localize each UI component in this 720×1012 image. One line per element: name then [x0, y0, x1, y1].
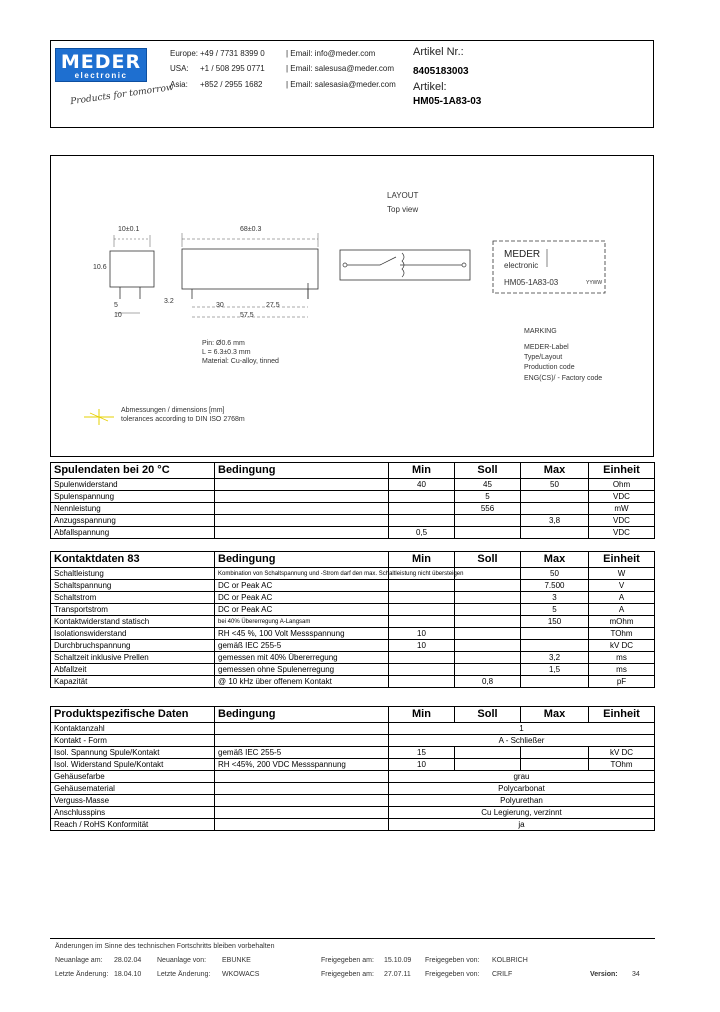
- table-row: [51, 628, 655, 640]
- contact-data-table: [50, 551, 655, 688]
- col-soll: Soll: [455, 707, 521, 723]
- footer-rel-at-label: Freigegeben am:: [321, 957, 374, 964]
- footer-new-at-label: Neuanlage am:: [55, 957, 103, 964]
- label-code: YYWW: [586, 280, 603, 286]
- col-unit: Einheit: [589, 552, 655, 568]
- condition-cell: gemäß IEC 255-5: [215, 747, 389, 759]
- soll-cell: 45: [455, 479, 521, 491]
- unit-cell: mW: [589, 503, 655, 515]
- contact-region-europe: Europe:: [170, 49, 199, 58]
- product-table-title: Produktspezifische Daten: [51, 707, 215, 723]
- condition-cell: [215, 795, 389, 807]
- unit-cell: TOhm: [589, 759, 655, 771]
- soll-cell: [455, 527, 521, 539]
- condition-cell: bei 40% Übererregung A-Langsam: [215, 616, 389, 628]
- soll-cell: [455, 616, 521, 628]
- footer-version: 34: [632, 971, 640, 978]
- value-cell: Polyurethan: [389, 795, 655, 807]
- table-row: [51, 527, 655, 539]
- table-row: [51, 616, 655, 628]
- dim-5: 5: [114, 302, 118, 309]
- marking-1: MEDER-Label: [524, 344, 569, 351]
- contact-email-europe: | Email: info@meder.com: [286, 49, 376, 58]
- slogan: Products for tomorrow: [69, 82, 175, 108]
- contact-phone-europe: +49 / 7731 8399 0: [200, 49, 265, 58]
- footer-new-at: 28.02.04: [114, 957, 142, 964]
- table-row: [51, 819, 655, 831]
- condition-cell: gemessen ohne Spulenerregung: [215, 664, 389, 676]
- col-min: Min: [389, 707, 455, 723]
- condition-cell: RH <45%, 200 VDC Messspannung: [215, 759, 389, 771]
- param-cell: Gehäusematerial: [51, 783, 215, 795]
- table-row: [51, 723, 655, 735]
- unit-cell: ms: [589, 652, 655, 664]
- marking-4: ENG(CS)/ - Factory code: [524, 375, 603, 382]
- max-cell: 7.500: [521, 580, 589, 592]
- value-cell: ja: [389, 819, 655, 831]
- table-row: [51, 491, 655, 503]
- max-cell: [521, 747, 589, 759]
- param-cell: Transportstrom: [51, 604, 215, 616]
- coil-table-title: Spulendaten bei 20 °C: [51, 463, 215, 479]
- min-cell: [389, 503, 455, 515]
- min-cell: [389, 676, 455, 688]
- unit-cell: pF: [589, 676, 655, 688]
- max-cell: [521, 491, 589, 503]
- unit-cell: Ohm: [589, 479, 655, 491]
- soll-cell: [455, 640, 521, 652]
- param-cell: Spulenspannung: [51, 491, 215, 503]
- contact-phone-asia: +852 / 2955 1682: [200, 80, 263, 89]
- min-cell: 15: [389, 747, 455, 759]
- condition-cell: [215, 819, 389, 831]
- footer-rel-by-label: Freigegeben von:: [425, 957, 480, 964]
- dim-length: 68±0.3: [240, 226, 262, 233]
- article-no-label: Artikel Nr.:: [413, 46, 464, 58]
- condition-cell: RH <45 %, 100 Volt Messspannung: [215, 628, 389, 640]
- table-row: [51, 759, 655, 771]
- footer-rel2-at-label: Freigegeben am:: [321, 971, 374, 978]
- soll-cell: 0,8: [455, 676, 521, 688]
- param-cell: Schaltleistung: [51, 568, 215, 580]
- condition-cell: [215, 783, 389, 795]
- contact-phone-usa: +1 / 508 295 0771: [200, 64, 265, 73]
- article-no-value: 8405183003: [413, 66, 469, 77]
- param-cell: Schaltspannung: [51, 580, 215, 592]
- table-row: [51, 640, 655, 652]
- article-label: Artikel:: [413, 81, 447, 93]
- marking-3: Production code: [524, 364, 575, 371]
- unit-cell: A: [589, 592, 655, 604]
- param-cell: Isol. Widerstand Spule/Kontakt: [51, 759, 215, 771]
- condition-cell: [215, 735, 389, 747]
- unit-cell: mOhm: [589, 616, 655, 628]
- condition-cell: DC or Peak AC: [215, 604, 389, 616]
- footer-last-at-label: Letzte Änderung:: [55, 971, 109, 978]
- min-cell: [389, 652, 455, 664]
- soll-cell: [455, 515, 521, 527]
- min-cell: 10: [389, 759, 455, 771]
- footer-rel2-at: 27.07.11: [384, 971, 411, 978]
- col-condition: Bedingung: [215, 707, 389, 723]
- soll-cell: 556: [455, 503, 521, 515]
- min-cell: [389, 580, 455, 592]
- min-cell: [389, 515, 455, 527]
- dims-note-2: tolerances according to DIN ISO 2768m: [121, 416, 245, 423]
- col-min: Min: [389, 552, 455, 568]
- param-cell: Gehäusefarbe: [51, 771, 215, 783]
- col-condition: Bedingung: [215, 552, 389, 568]
- param-cell: Verguss-Masse: [51, 795, 215, 807]
- footer-last-by-label: Letzte Änderung:: [157, 971, 211, 978]
- soll-cell: [455, 580, 521, 592]
- condition-cell: DC or Peak AC: [215, 592, 389, 604]
- dim-10: 10: [114, 312, 122, 319]
- param-cell: Abfallspannung: [51, 527, 215, 539]
- unit-cell: VDC: [589, 515, 655, 527]
- dim-side: 3.2: [164, 298, 174, 305]
- footer-new-by-label: Neuanlage von:: [157, 957, 207, 964]
- article-value: HM05-1A83-03: [413, 96, 482, 107]
- max-cell: [521, 503, 589, 515]
- table-row: [51, 771, 655, 783]
- relay-top-view: [182, 249, 318, 289]
- table-row: [51, 479, 655, 491]
- table-row: [51, 503, 655, 515]
- col-max: Max: [521, 552, 589, 568]
- pin-note-2: L = 6.3±0.3 mm: [202, 349, 251, 356]
- param-cell: Kapazität: [51, 676, 215, 688]
- soll-cell: [455, 604, 521, 616]
- condition-cell: [215, 491, 389, 503]
- min-cell: [389, 491, 455, 503]
- footer-new-by: EBUNKE: [222, 957, 251, 964]
- footer-last-by: WKOWACS: [222, 971, 260, 978]
- min-cell: [389, 664, 455, 676]
- max-cell: [521, 676, 589, 688]
- unit-cell: kV DC: [589, 640, 655, 652]
- contact-region-asia: Asia:: [170, 80, 188, 89]
- max-cell: [521, 759, 589, 771]
- table-row: [51, 568, 655, 580]
- param-cell: Kontaktwiderstand statisch: [51, 616, 215, 628]
- table-row: [51, 664, 655, 676]
- soll-cell: [455, 759, 521, 771]
- unit-cell: V: [589, 580, 655, 592]
- dims-note-1: Abmessungen / dimensions [mm]: [121, 407, 225, 414]
- table-row: [51, 515, 655, 527]
- table-row: [51, 747, 655, 759]
- col-soll: Soll: [455, 463, 521, 479]
- col-min: Min: [389, 463, 455, 479]
- dim-height: 10.6: [93, 264, 107, 271]
- soll-cell: 5: [455, 491, 521, 503]
- soll-cell: [455, 652, 521, 664]
- max-cell: 5: [521, 604, 589, 616]
- min-cell: [389, 616, 455, 628]
- param-cell: Kontaktanzahl: [51, 723, 215, 735]
- logo-main-text: MEDER: [60, 51, 142, 73]
- condition-cell: gemessen mit 40% Übererregung: [215, 652, 389, 664]
- value-cell: Polycarbonat: [389, 783, 655, 795]
- param-cell: Abfallzeit: [51, 664, 215, 676]
- value-cell: A - Schließer: [389, 735, 655, 747]
- soll-cell: [455, 592, 521, 604]
- soll-cell: [455, 628, 521, 640]
- param-cell: Durchbruchspannung: [51, 640, 215, 652]
- param-cell: Isolationswiderstand: [51, 628, 215, 640]
- pin-note-3: Material: Cu-alloy, tinned: [202, 358, 279, 365]
- unit-cell: A: [589, 604, 655, 616]
- max-cell: 50: [521, 568, 589, 580]
- footer-version-label: Version:: [590, 971, 618, 978]
- soll-cell: [455, 568, 521, 580]
- condition-cell: [215, 771, 389, 783]
- layout-subtitle: Top view: [387, 205, 419, 214]
- footer-rel-at: 15.10.09: [384, 957, 412, 964]
- table-row: [51, 652, 655, 664]
- unit-cell: VDC: [589, 491, 655, 503]
- footer-rel2-by-label: Freigegeben von:: [425, 971, 480, 978]
- table-row: [51, 735, 655, 747]
- param-cell: Anzugsspannung: [51, 515, 215, 527]
- condition-cell: [215, 515, 389, 527]
- contact-region-usa: USA:: [170, 64, 189, 73]
- coil-data-table: [50, 462, 655, 539]
- dim-30: 30: [216, 302, 224, 309]
- table-row: [51, 676, 655, 688]
- col-unit: Einheit: [589, 463, 655, 479]
- contact-email-usa: | Email: salesusa@meder.com: [286, 64, 395, 73]
- condition-cell: @ 10 kHz über offenem Kontakt: [215, 676, 389, 688]
- param-cell: Spulenwiderstand: [51, 479, 215, 491]
- marking-2: Type/Layout: [524, 354, 563, 361]
- param-cell: Kontakt - Form: [51, 735, 215, 747]
- contact-table-title: Kontaktdaten 83: [51, 552, 215, 568]
- max-cell: [521, 628, 589, 640]
- logo-sub-text: electronic: [74, 71, 128, 80]
- max-cell: 3: [521, 592, 589, 604]
- min-cell: 10: [389, 640, 455, 652]
- max-cell: [521, 527, 589, 539]
- condition-cell: gemäß IEC 255-5: [215, 640, 389, 652]
- max-cell: 50: [521, 479, 589, 491]
- min-cell: 10: [389, 628, 455, 640]
- footer-rel-by: KOLBRICH: [492, 957, 528, 964]
- unit-cell: ms: [589, 664, 655, 676]
- label-sub: electronic: [504, 261, 539, 270]
- table-row: [51, 795, 655, 807]
- condition-cell: [215, 527, 389, 539]
- param-cell: Reach / RoHS Konformität: [51, 819, 215, 831]
- unit-cell: VDC: [589, 527, 655, 539]
- relay-side-view: [110, 251, 154, 287]
- unit-cell: W: [589, 568, 655, 580]
- condition-cell: [215, 723, 389, 735]
- min-cell: 40: [389, 479, 455, 491]
- min-cell: [389, 592, 455, 604]
- max-cell: [521, 640, 589, 652]
- param-cell: Schaltzeit inklusive Prellen: [51, 652, 215, 664]
- soll-cell: [455, 664, 521, 676]
- condition-cell: [215, 479, 389, 491]
- max-cell: 3,8: [521, 515, 589, 527]
- soll-cell: [455, 747, 521, 759]
- param-cell: Anschlusspins: [51, 807, 215, 819]
- table-row: [51, 592, 655, 604]
- condition-cell: Kombination von Schaltspannung und -Strom darf den max. Schaltleistung nicht übersteigen: [215, 568, 389, 580]
- product-data-table: [50, 706, 655, 831]
- meder-logo: [55, 48, 147, 82]
- contact-email-asia: | Email: salesasia@meder.com: [286, 80, 396, 89]
- label-part: HM05-1A83-03: [504, 278, 559, 287]
- col-soll: Soll: [455, 552, 521, 568]
- param-cell: Nennleistung: [51, 503, 215, 515]
- max-cell: 3,2: [521, 652, 589, 664]
- label-brand: MEDER: [504, 249, 541, 260]
- value-cell: 1: [389, 723, 655, 735]
- param-cell: Schaltstrom: [51, 592, 215, 604]
- dim-width: 10±0.1: [118, 226, 140, 233]
- condition-cell: [215, 807, 389, 819]
- table-row: [51, 807, 655, 819]
- dim-27-5: 27.5: [266, 302, 280, 309]
- condition-cell: [215, 503, 389, 515]
- col-condition: Bedingung: [215, 463, 389, 479]
- min-cell: [389, 604, 455, 616]
- value-cell: Cu Legierung, verzinnt: [389, 807, 655, 819]
- marking-title: MARKING: [524, 328, 557, 335]
- footer-last-at: 18.04.10: [114, 971, 142, 978]
- col-max: Max: [521, 463, 589, 479]
- param-cell: Isol. Spannung Spule/Kontakt: [51, 747, 215, 759]
- footer-rel2-by: CRILF: [492, 971, 513, 978]
- condition-cell: DC or Peak AC: [215, 580, 389, 592]
- unit-cell: TOhm: [589, 628, 655, 640]
- table-row: [51, 580, 655, 592]
- min-cell: 0,5: [389, 527, 455, 539]
- footer-divider: [50, 938, 655, 939]
- unit-cell: kV DC: [589, 747, 655, 759]
- col-unit: Einheit: [589, 707, 655, 723]
- value-cell: grau: [389, 771, 655, 783]
- col-max: Max: [521, 707, 589, 723]
- table-row: [51, 783, 655, 795]
- max-cell: 1,5: [521, 664, 589, 676]
- footer-note: Änderungen im Sinne des technischen Fortschritts bleiben vorbehalten: [55, 943, 275, 950]
- dim-57-5: 57.5: [240, 312, 254, 319]
- layout-title: LAYOUT: [387, 191, 419, 200]
- table-row: [51, 604, 655, 616]
- pin-note-1: Pin: Ø0.6 mm: [202, 340, 245, 347]
- max-cell: 150: [521, 616, 589, 628]
